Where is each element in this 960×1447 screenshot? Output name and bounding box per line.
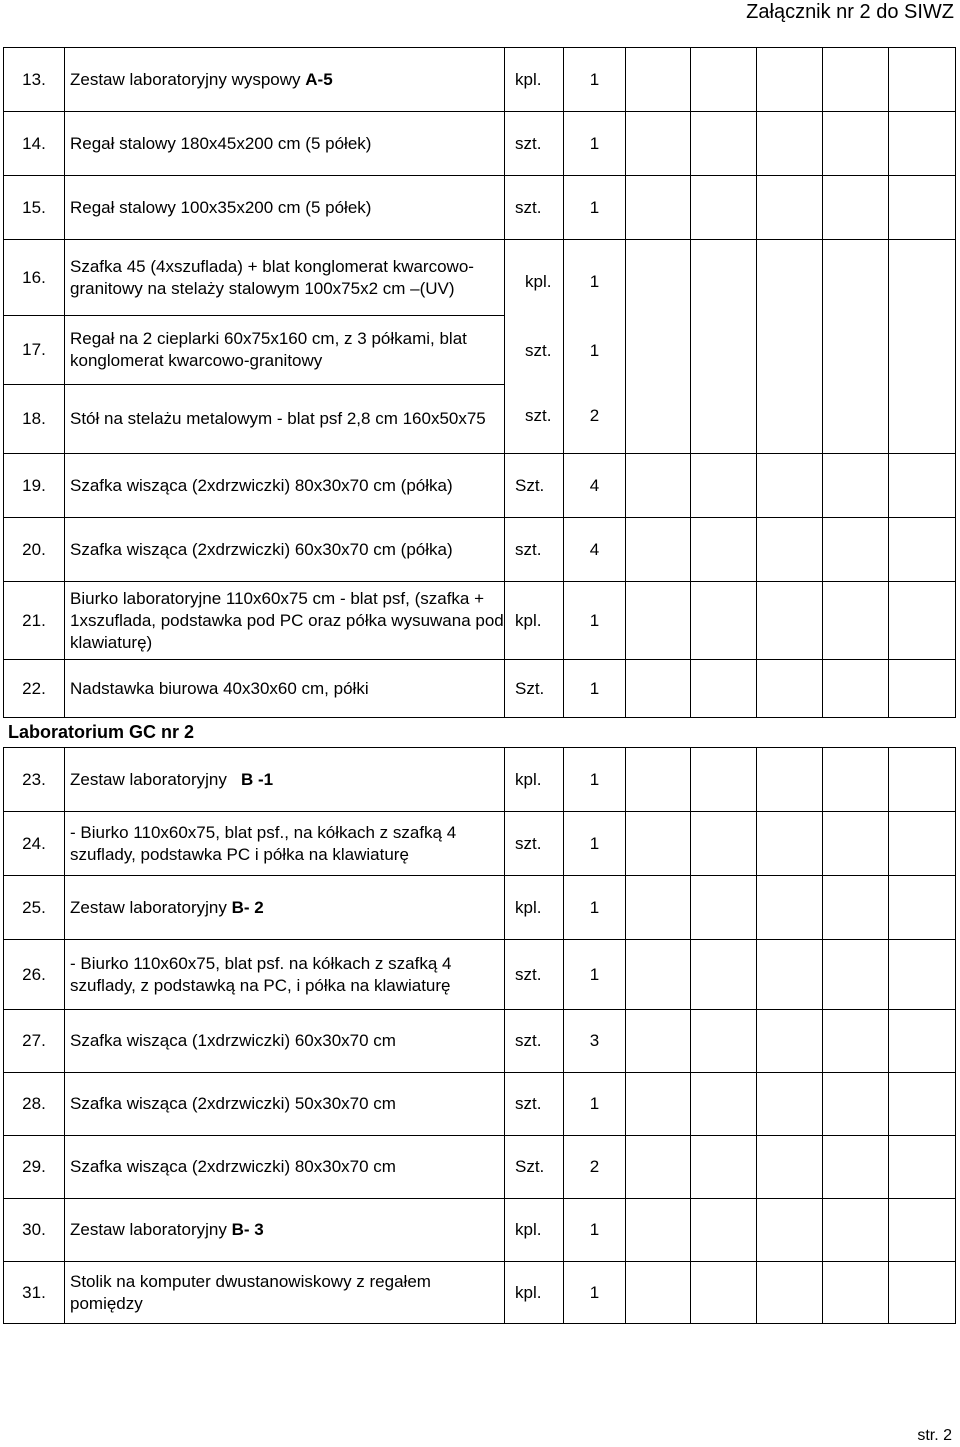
row-number: 17. [4, 316, 65, 385]
item-quantity: 1 [564, 1199, 626, 1262]
table-row [4, 1073, 956, 1136]
item-unit: szt. [505, 112, 564, 176]
table-row [4, 518, 956, 582]
page-number: str. 2 [917, 1427, 952, 1444]
row-number: 24. [4, 812, 65, 876]
row-number: 19. [4, 454, 65, 518]
items-table-1 [3, 47, 956, 718]
item-unit: Szt. [505, 1136, 564, 1199]
item-unit-stack [505, 240, 564, 454]
item-name: Zestaw laboratoryjny B- 2 [65, 876, 505, 940]
row-number: 15. [4, 176, 65, 240]
item-unit: szt. [525, 341, 552, 360]
item-unit: szt. [505, 1010, 564, 1073]
item-name: Biurko laboratoryjne 110x60x75 cm - blat psf, (szafka + 1xszuflada, podstawka pod PC oraz półka wysuwana pod klawiaturę) [65, 582, 505, 660]
item-name: Zestaw laboratoryjny B -1 [65, 748, 505, 812]
item-name: - Biurko 110x60x75, blat psf., na kółkach z szafką 4 szuflady, podstawka PC i półka na klawiaturę [65, 812, 505, 876]
row-number: 25. [4, 876, 65, 940]
item-quantity-stack [564, 240, 626, 454]
table-row [4, 940, 956, 1010]
item-name: Szafka wisząca (2xdrzwiczki) 80x30x70 cm (półka) [65, 454, 505, 518]
item-quantity: 1 [564, 582, 626, 660]
page-header: Załącznik nr 2 do SIWZ [746, 1, 954, 23]
row-number: 27. [4, 1010, 65, 1073]
item-name: Regał stalowy 180x45x200 cm (5 półek) [65, 112, 505, 176]
row-number: 16. [4, 240, 65, 316]
table-row [4, 1136, 956, 1199]
item-quantity: 1 [589, 341, 600, 360]
item-unit: szt. [505, 176, 564, 240]
table-row [4, 176, 956, 240]
table-row [4, 876, 956, 940]
table-row [4, 1199, 956, 1262]
item-quantity: 1 [564, 812, 626, 876]
item-name: Zestaw laboratoryjny B- 3 [65, 1199, 505, 1262]
item-unit: kpl. [505, 748, 564, 812]
item-unit: Szt. [505, 660, 564, 718]
item-name: Regał na 2 cieplarki 60x75x160 cm, z 3 półkami, blat konglomerat kwarcowo-granitowy [65, 316, 505, 385]
item-name: Regał stalowy 100x35x200 cm (5 półek) [65, 176, 505, 240]
item-name: Stolik na komputer dwustanowiskowy z regałem pomiędzy [65, 1262, 505, 1324]
item-quantity: 1 [564, 48, 626, 112]
item-quantity: 4 [564, 518, 626, 582]
item-unit: Szt. [505, 454, 564, 518]
item-quantity: 1 [564, 1262, 626, 1324]
section-title: Laboratorium GC nr 2 [8, 722, 195, 742]
item-name: Nadstawka biurowa 40x30x60 cm, półki [65, 660, 505, 718]
item-unit: szt. [505, 940, 564, 1010]
row-number: 13. [4, 48, 65, 112]
row-number: 31. [4, 1262, 65, 1324]
item-unit: kpl. [505, 1262, 564, 1324]
item-quantity: 2 [589, 406, 600, 425]
item-unit: kpl. [525, 272, 552, 291]
item-unit: kpl. [505, 48, 564, 112]
item-unit: kpl. [505, 582, 564, 660]
row-number: 22. [4, 660, 65, 718]
item-unit: szt. [525, 406, 552, 425]
table-row [4, 454, 956, 518]
item-name: Szafka 45 (4xszuflada) + blat konglomerat kwarcowo-granitowy na stelaży stalowym 100x75x2 cm –(UV) [65, 240, 505, 316]
row-number: 26. [4, 940, 65, 1010]
table-row [4, 48, 956, 112]
item-quantity: 1 [564, 748, 626, 812]
item-name: Szafka wisząca (2xdrzwiczki) 50x30x70 cm [65, 1073, 505, 1136]
item-name: - Biurko 110x60x75, blat psf. na kółkach z szafką 4 szuflady, z podstawką na PC, i półka na klawiaturę [65, 940, 505, 1010]
item-name: Stół na stelażu metalowym - blat psf 2,8 cm 160x50x75 [65, 385, 505, 454]
item-unit: kpl. [505, 1199, 564, 1262]
row-number: 28. [4, 1073, 65, 1136]
row-number: 14. [4, 112, 65, 176]
item-unit: szt. [505, 518, 564, 582]
table-row [4, 1262, 956, 1324]
items-table-2 [3, 747, 956, 1324]
item-quantity: 1 [564, 1073, 626, 1136]
item-quantity: 1 [564, 940, 626, 1010]
item-quantity: 1 [564, 876, 626, 940]
item-unit: szt. [505, 1073, 564, 1136]
row-number: 18. [4, 385, 65, 454]
table-row [4, 812, 956, 876]
table-row [4, 240, 956, 316]
item-quantity: 3 [564, 1010, 626, 1073]
table-row [4, 112, 956, 176]
table-row [4, 582, 956, 660]
row-number: 21. [4, 582, 65, 660]
row-number: 20. [4, 518, 65, 582]
table-row [4, 660, 956, 718]
item-quantity: 1 [564, 660, 626, 718]
item-quantity: 2 [564, 1136, 626, 1199]
item-quantity: 1 [564, 176, 626, 240]
item-name: Zestaw laboratoryjny wyspowy A-5 [65, 48, 505, 112]
row-number: 30. [4, 1199, 65, 1262]
item-quantity: 4 [564, 454, 626, 518]
item-quantity: 1 [589, 272, 600, 291]
item-name: Szafka wisząca (1xdrzwiczki) 60x30x70 cm [65, 1010, 505, 1073]
item-quantity: 1 [564, 112, 626, 176]
item-name: Szafka wisząca (2xdrzwiczki) 80x30x70 cm [65, 1136, 505, 1199]
item-unit: szt. [505, 812, 564, 876]
table-row [4, 748, 956, 812]
row-number: 23. [4, 748, 65, 812]
item-unit: kpl. [505, 876, 564, 940]
item-name: Szafka wisząca (2xdrzwiczki) 60x30x70 cm (półka) [65, 518, 505, 582]
table-row [4, 1010, 956, 1073]
row-number: 29. [4, 1136, 65, 1199]
